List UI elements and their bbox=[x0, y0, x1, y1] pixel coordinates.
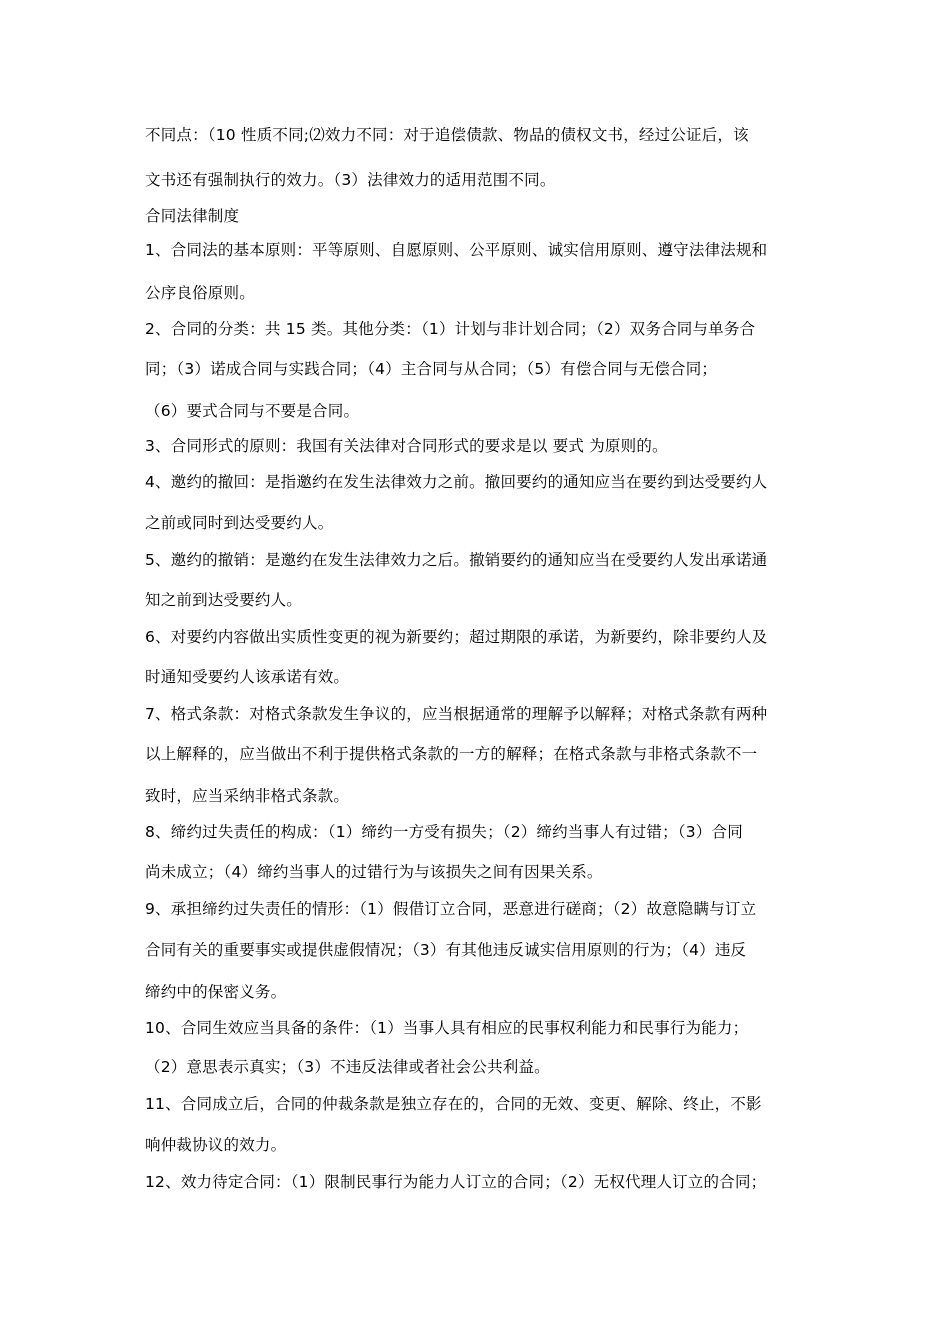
text-line: 5、邀约的撤销：是邀约在发生法律效力之后。撤销要约的通知应当在受要约人发出承诺通 bbox=[145, 551, 768, 569]
section-heading: 合同法律制度 bbox=[145, 207, 240, 225]
text-line: 同；（3）诺成合同与实践合同；（4）主合同与从合同；（5）有偿合同与无偿合同； bbox=[145, 360, 718, 378]
text-line: 以上解释的，应当做出不利于提供格式条款的一方的解释；在格式条款与非格式条款不一 bbox=[145, 745, 758, 763]
text-line: 6、对要约内容做出实质性变更的视为新要约；超过期限的承诺，为新要约，除非要约人及 bbox=[145, 628, 768, 646]
text-line: 12、效力待定合同：（1）限制民事行为能力人订立的合同；（2）无权代理人订立的合同； bbox=[145, 1173, 767, 1191]
text-line: 不同点：（10 性质不同;⑵效力不同：对于追偿债款、物品的债权文书，经过公证后，该 bbox=[145, 126, 749, 144]
text-line: 4、邀约的撤回：是指邀约在发生法律效力之前。撤回要约的通知应当在要约到达受要约人 bbox=[145, 473, 768, 491]
text-line: 11、合同成立后，合同的仲裁条款是独立存在的，合同的无效、变更、解除、终止，不影 bbox=[145, 1095, 762, 1113]
text-line: 1、合同法的基本原则：平等原则、自愿原则、公平原则、诚实信用原则、遵守法律法规和 bbox=[145, 241, 768, 259]
text-line: （6）要式合同与不要是合同。 bbox=[145, 402, 360, 420]
text-line: 2、合同的分类：共 15 类。其他分类：（1）计划与非计划合同；（2）双务合同与单务合 bbox=[145, 320, 756, 338]
text-line: 公序良俗原则。 bbox=[145, 284, 255, 302]
text-line: 时通知受要约人该承诺有效。 bbox=[145, 668, 350, 686]
text-line: 8、缔约过失责任的构成：（1）缔约一方受有损失；（2）缔约当事人有过错；（3）合同 bbox=[145, 823, 743, 841]
text-line: 响仲裁协议的效力。 bbox=[145, 1136, 287, 1154]
text-line: 3、合同形式的原则：我国有关法律对合同形式的要求是以 要式 为原则的。 bbox=[145, 437, 668, 455]
text-line: 7、格式条款：对格式条款发生争议的，应当根据通常的理解予以解释；对格式条款有两种 bbox=[145, 705, 768, 723]
text-line: 合同有关的重要事实或提供虚假情况；（3）有其他违反诚实信用原则的行为；（4）违反 bbox=[145, 941, 747, 959]
text-line: 10、合同生效应当具备的条件：（1）当事人具有相应的民事权利能力和民事行为能力； bbox=[145, 1019, 749, 1037]
text-line: 知之前到达受要约人。 bbox=[145, 591, 303, 609]
text-line: 缔约中的保密义务。 bbox=[145, 983, 287, 1001]
text-line: （2）意思表示真实；（3）不违反法律或者社会公共利益。 bbox=[145, 1058, 550, 1076]
text-line: 文书还有强制执行的效力。（3）法律效力的适用范围不同。 bbox=[145, 171, 556, 189]
text-line: 尚未成立；（4）缔约当事人的过错行为与该损失之间有因果关系。 bbox=[145, 863, 603, 881]
text-line: 致时，应当采纳非格式条款。 bbox=[145, 787, 350, 805]
text-line: 9、承担缔约过失责任的情形：（1）假借订立合同，恶意进行磋商；（2）故意隐瞒与订立 bbox=[145, 900, 757, 918]
text-line: 之前或同时到达受要约人。 bbox=[145, 514, 334, 532]
